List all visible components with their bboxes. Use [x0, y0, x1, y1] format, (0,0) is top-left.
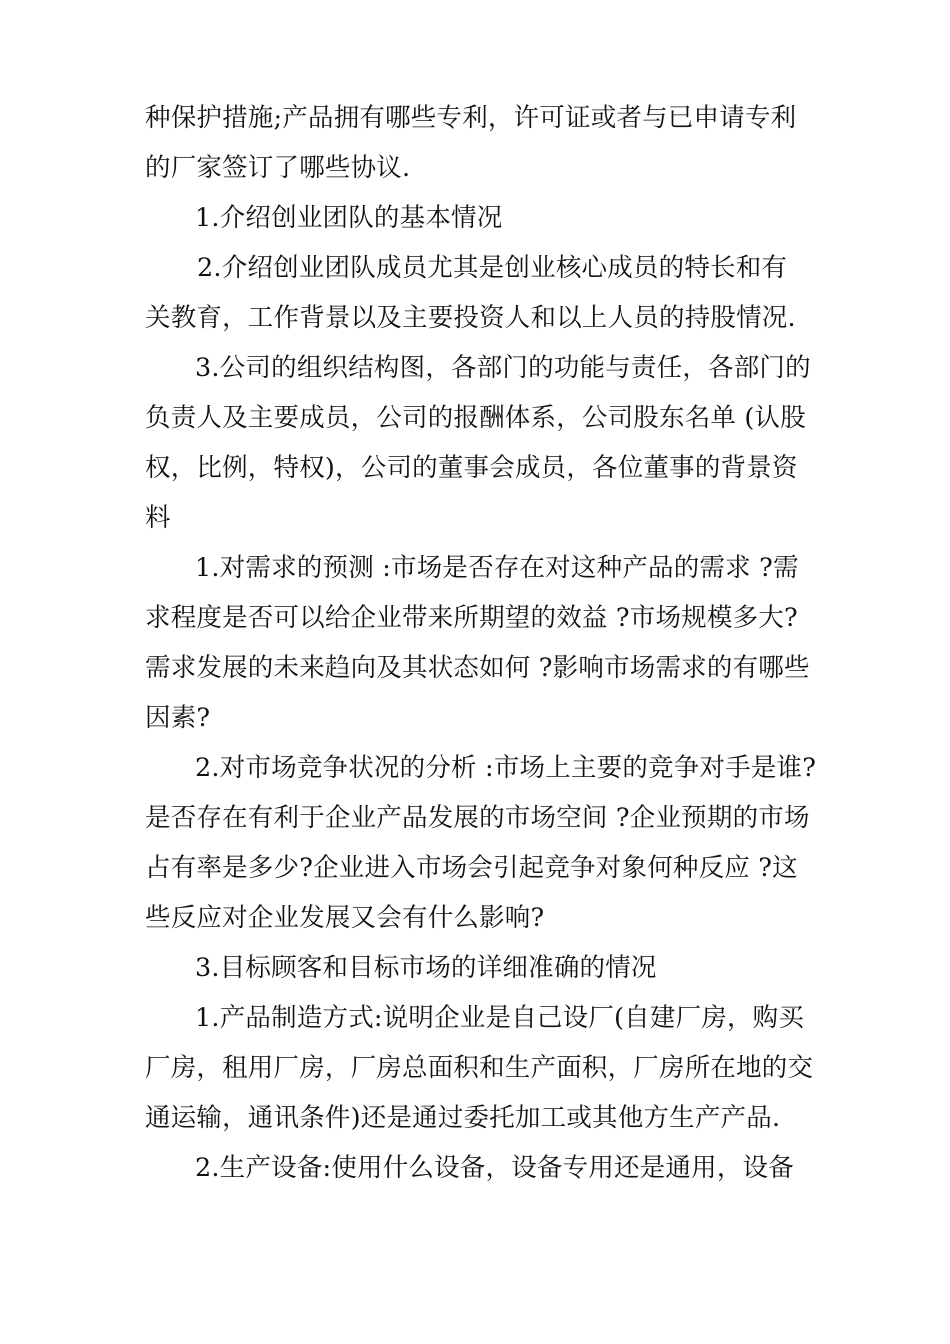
text-line: 3.公司的组织结构图，各部门的功能与责任，各部门的	[195, 353, 811, 383]
text-line: 是否存在有利于企业产品发展的市场空间 ?企业预期的市场	[145, 803, 810, 833]
text-line: 的厂家签订了哪些协议.	[145, 153, 411, 183]
text-line: 1.对需求的预测 :市场是否存在对这种产品的需求 ?需	[195, 553, 799, 583]
text-line: 厂房，租用厂房，厂房总面积和生产面积，厂房所在地的交	[145, 1053, 814, 1083]
text-line: 求程度是否可以给企业带来所期望的效益 ?市场规模多大?	[145, 603, 798, 633]
text-line: 2.生产设备:使用什么设备，设备专用还是通用，设备	[195, 1153, 794, 1183]
text-line: 需求发展的未来趋向及其状态如何 ?影响市场需求的有哪些	[145, 653, 810, 683]
text-line: 些反应对企业发展又会有什么影响?	[145, 903, 545, 933]
text-line: 种保护措施;产品拥有哪些专利，许可证或者与已申请专利	[145, 103, 797, 133]
text-line: 3.目标顾客和目标市场的详细准确的情况	[195, 953, 657, 983]
text-line: 因素?	[145, 703, 211, 733]
text-line: 权，比例，特权)，公司的董事会成员，各位董事的背景资	[145, 453, 798, 483]
text-line: 负责人及主要成员，公司的报酬体系，公司股东名单 (认股	[145, 403, 806, 433]
text-line: 2.介绍创业团队成员尤其是创业核心成员的特长和有	[197, 253, 788, 283]
text-line: 关教育，工作背景以及主要投资人和以上人员的持股情况.	[145, 303, 796, 333]
text-line: 通运输，通讯条件)还是通过委托加工或其他方生产产品.	[145, 1103, 781, 1133]
text-line: 2.对市场竞争状况的分析 :市场上主要的竞争对手是谁?	[195, 753, 817, 783]
text-line: 1.介绍创业团队的基本情况	[195, 203, 503, 233]
text-line: 占有率是多少?企业进入市场会引起竞争对象何种反应 ?这	[145, 853, 798, 883]
text-line: 1.产品制造方式:说明企业是自己设厂(自建厂房，购买	[195, 1003, 805, 1033]
text-line: 料	[145, 503, 171, 533]
